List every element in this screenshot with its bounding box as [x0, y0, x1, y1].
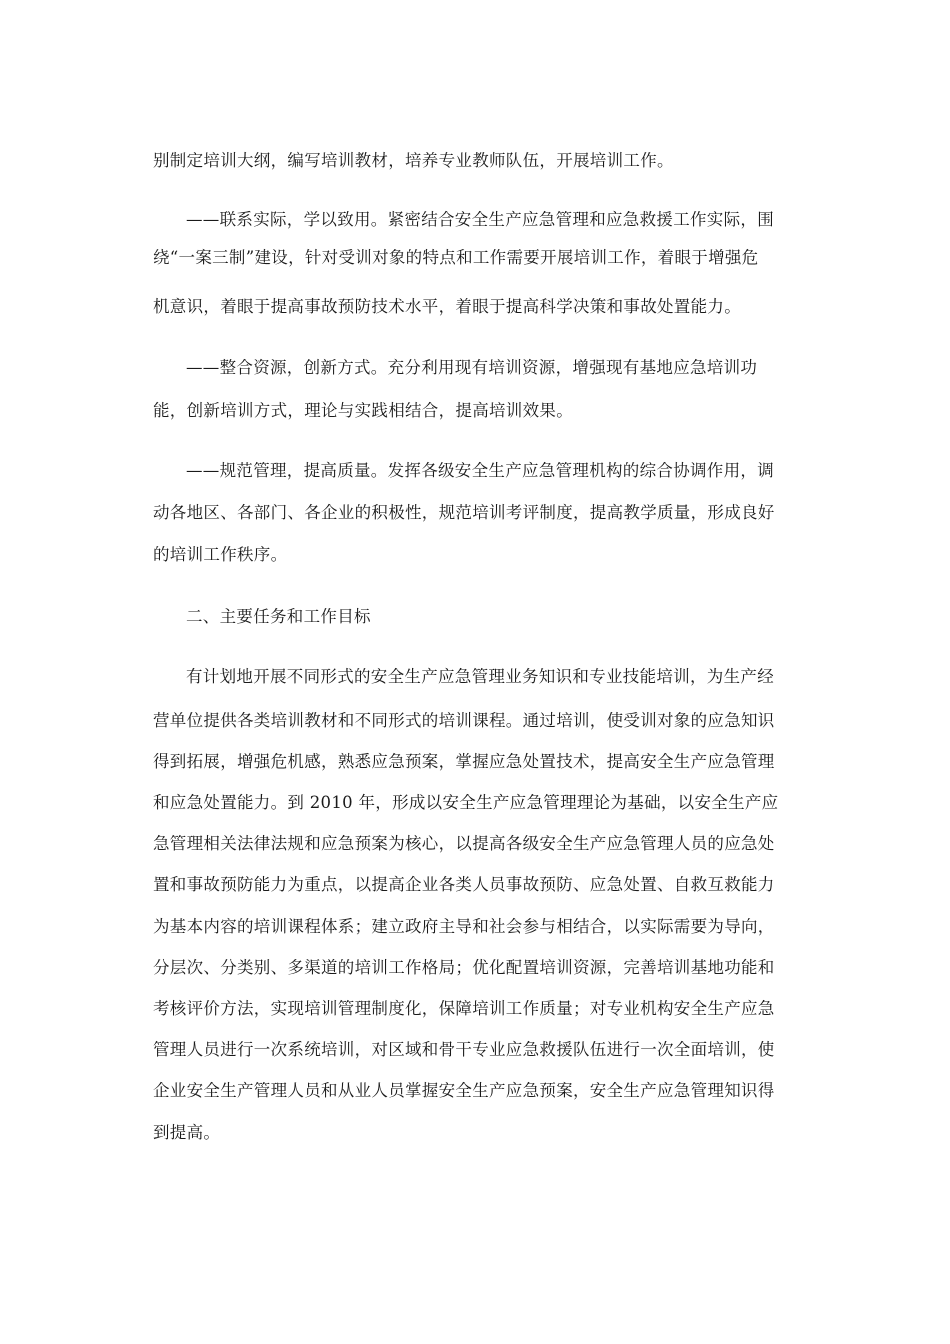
section-heading: 二、主要任务和工作目标	[186, 607, 371, 626]
paragraph-line: 能，创新培训方式，理论与实践相结合，提高培训效果。	[153, 401, 573, 420]
paragraph-line: 到提高。	[153, 1123, 221, 1142]
paragraph-line: 营单位提供各类培训教材和不同形式的培训课程。通过培训，使受训对象的应急知识	[153, 711, 775, 730]
paragraph-line: 管理人员进行一次系统培训，对区域和骨干专业应急救援队伍进行一次全面培训，使	[153, 1040, 775, 1059]
paragraph-line: 考核评价方法，实现培训管理制度化，保障培训工作质量；对专业机构安全生产应急	[153, 999, 775, 1018]
paragraph-line: 企业安全生产管理人员和从业人员掌握安全生产应急预案，安全生产应急管理知识得	[153, 1081, 775, 1100]
paragraph-line: 动各地区、各部门、各企业的积极性，规范培训考评制度，提高教学质量，形成良好	[153, 503, 775, 522]
paragraph-line: ——联系实际，学以致用。紧密结合安全生产应急管理和应急救援工作实际，围	[186, 210, 774, 229]
paragraph-line: 有计划地开展不同形式的安全生产应急管理业务知识和专业技能培训，为生产经	[186, 667, 774, 686]
paragraph-line: 分层次、分类别、多渠道的培训工作格局；优化配置培训资源，完善培训基地功能和	[153, 958, 775, 977]
paragraph-line: 别制定培训大纲，编写培训教材，培养专业教师队伍，开展培训工作。	[153, 151, 674, 170]
paragraph-line: ——规范管理，提高质量。发挥各级安全生产应急管理机构的综合协调作用，调	[186, 461, 774, 480]
paragraph-line: ——整合资源，创新方式。充分利用现有培训资源，增强现有基地应急培训功	[186, 358, 758, 377]
paragraph-line: 机意识，着眼于提高事故预防技术水平，着眼于提高科学决策和事故处置能力。	[153, 297, 741, 316]
paragraph-line: 置和事故预防能力为重点，以提高企业各类人员事故预防、应急处置、自救互救能力	[153, 875, 775, 894]
paragraph-line: 绕“一案三制”建设，针对受训对象的特点和工作需要开展培训工作，着眼于增强危	[153, 248, 759, 267]
paragraph-line: 得到拓展，增强危机感，熟悉应急预案，掌握应急处置技术，提高安全生产应急管理	[153, 752, 775, 771]
paragraph-line: 和应急处置能力。到 2010 年，形成以安全生产应急管理理论为基础，以安全生产应	[153, 793, 779, 812]
paragraph-line: 的培训工作秩序。	[153, 545, 288, 564]
paragraph-line: 急管理相关法律法规和应急预案为核心，以提高各级安全生产应急管理人员的应急处	[153, 834, 775, 853]
paragraph-line: 为基本内容的培训课程体系；建立政府主导和社会参与相结合，以实际需要为导向，	[153, 917, 775, 936]
